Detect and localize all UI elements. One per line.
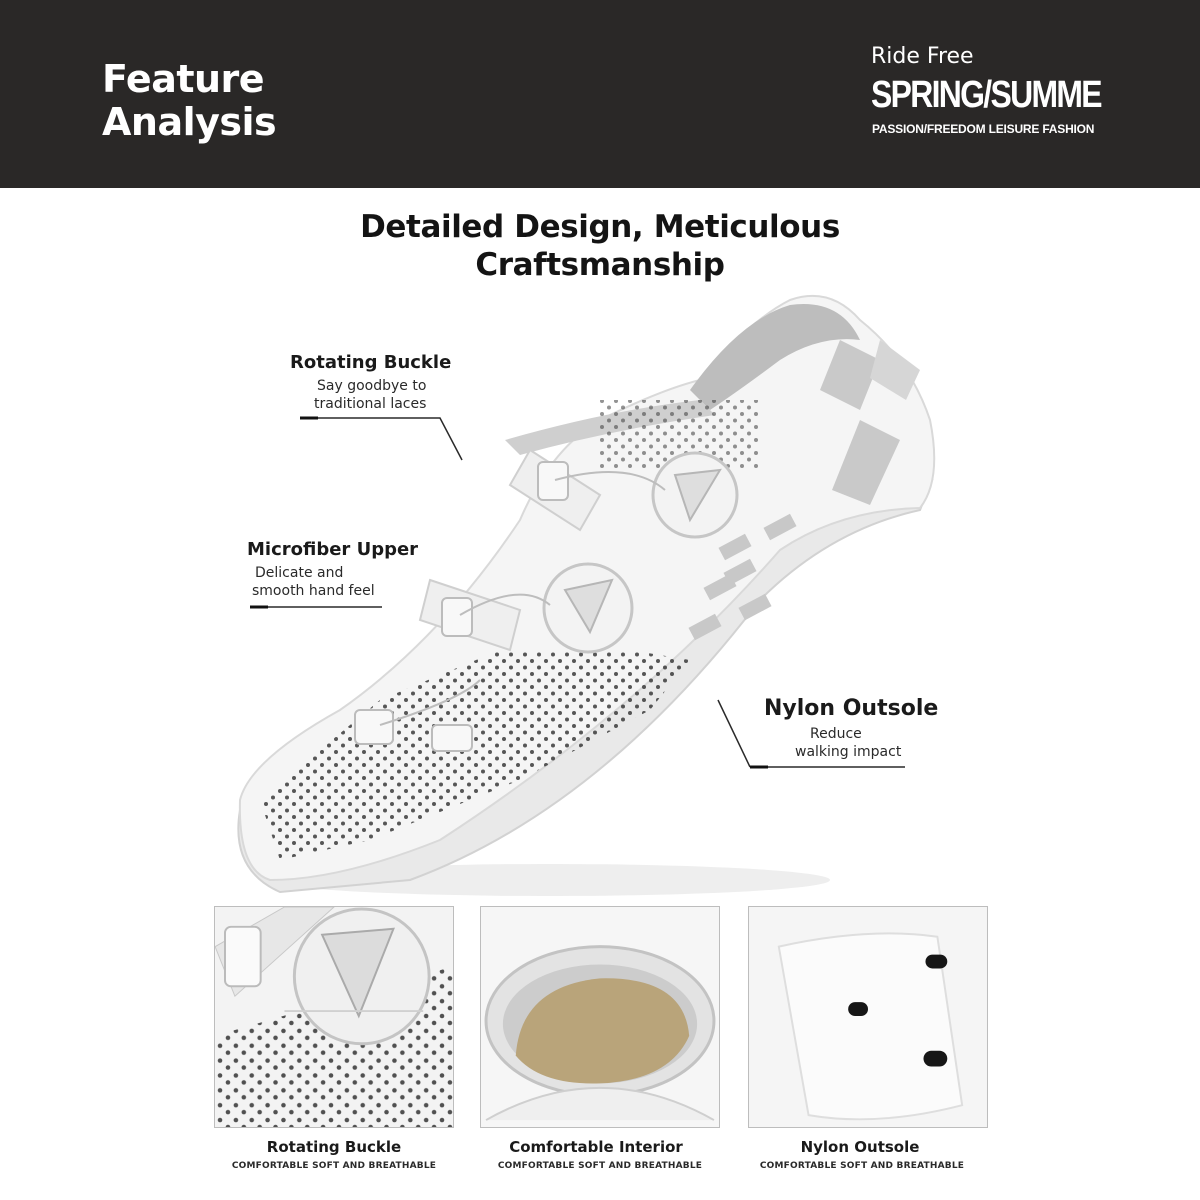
callout-microfiber-upper-title: Microfiber Upper [247, 539, 419, 560]
panel-rotating-buckle-image [214, 906, 454, 1128]
panel-nylon-outsole-subtitle: COMFORTABLE SOFT AND BREATHABLE [759, 1161, 965, 1171]
panel-comfortable-interior-title: Comfortable Interior [509, 1138, 683, 1156]
insole-closeup-illustration [481, 907, 719, 1127]
header-banner [0, 0, 1200, 188]
feature-analysis-title [102, 58, 276, 144]
callout-microfiber-upper-desc-2: smooth hand feel [252, 583, 375, 599]
panel-rotating-buckle-title: Rotating Buckle [266, 1138, 402, 1156]
theme-subtitle: PASSION/FREEDOM LEISURE FASHION [872, 122, 1095, 136]
panel-rotating-buckle-subtitle: COMFORTABLE SOFT AND BREATHABLE [231, 1161, 437, 1171]
panel-comfortable-interior-image [480, 906, 720, 1128]
title-line-1: Feature [102, 57, 265, 101]
callout-nylon-outsole-desc-2: walking impact [795, 744, 902, 760]
callout-rotating-buckle-desc-2: traditional laces [314, 396, 427, 412]
outsole-closeup-illustration [749, 907, 987, 1127]
callout-nylon-outsole-desc-1: Reduce [810, 726, 862, 742]
callout-rotating-buckle-desc-1: Say goodbye to [317, 378, 427, 394]
callout-microfiber-upper-desc-1: Delicate and [255, 565, 344, 581]
tagline: Ride Free [871, 44, 974, 69]
headline-line-2: Craftsmanship [475, 247, 725, 283]
headline-line-1: Detailed Design, Meticulous [360, 209, 840, 245]
panel-nylon-outsole-image [748, 906, 988, 1128]
panel-comfortable-interior-subtitle: COMFORTABLE SOFT AND BREATHABLE [497, 1161, 703, 1171]
headline [0, 208, 1200, 284]
season-heading: SPRING/SUMME [871, 74, 1101, 116]
callout-rotating-buckle-title: Rotating Buckle [290, 352, 452, 373]
callout-nylon-outsole-title: Nylon Outsole [764, 696, 939, 721]
panel-nylon-outsole-title: Nylon Outsole [800, 1138, 920, 1156]
dial-closeup-illustration [215, 907, 453, 1127]
title-line-2: Analysis [102, 100, 277, 144]
